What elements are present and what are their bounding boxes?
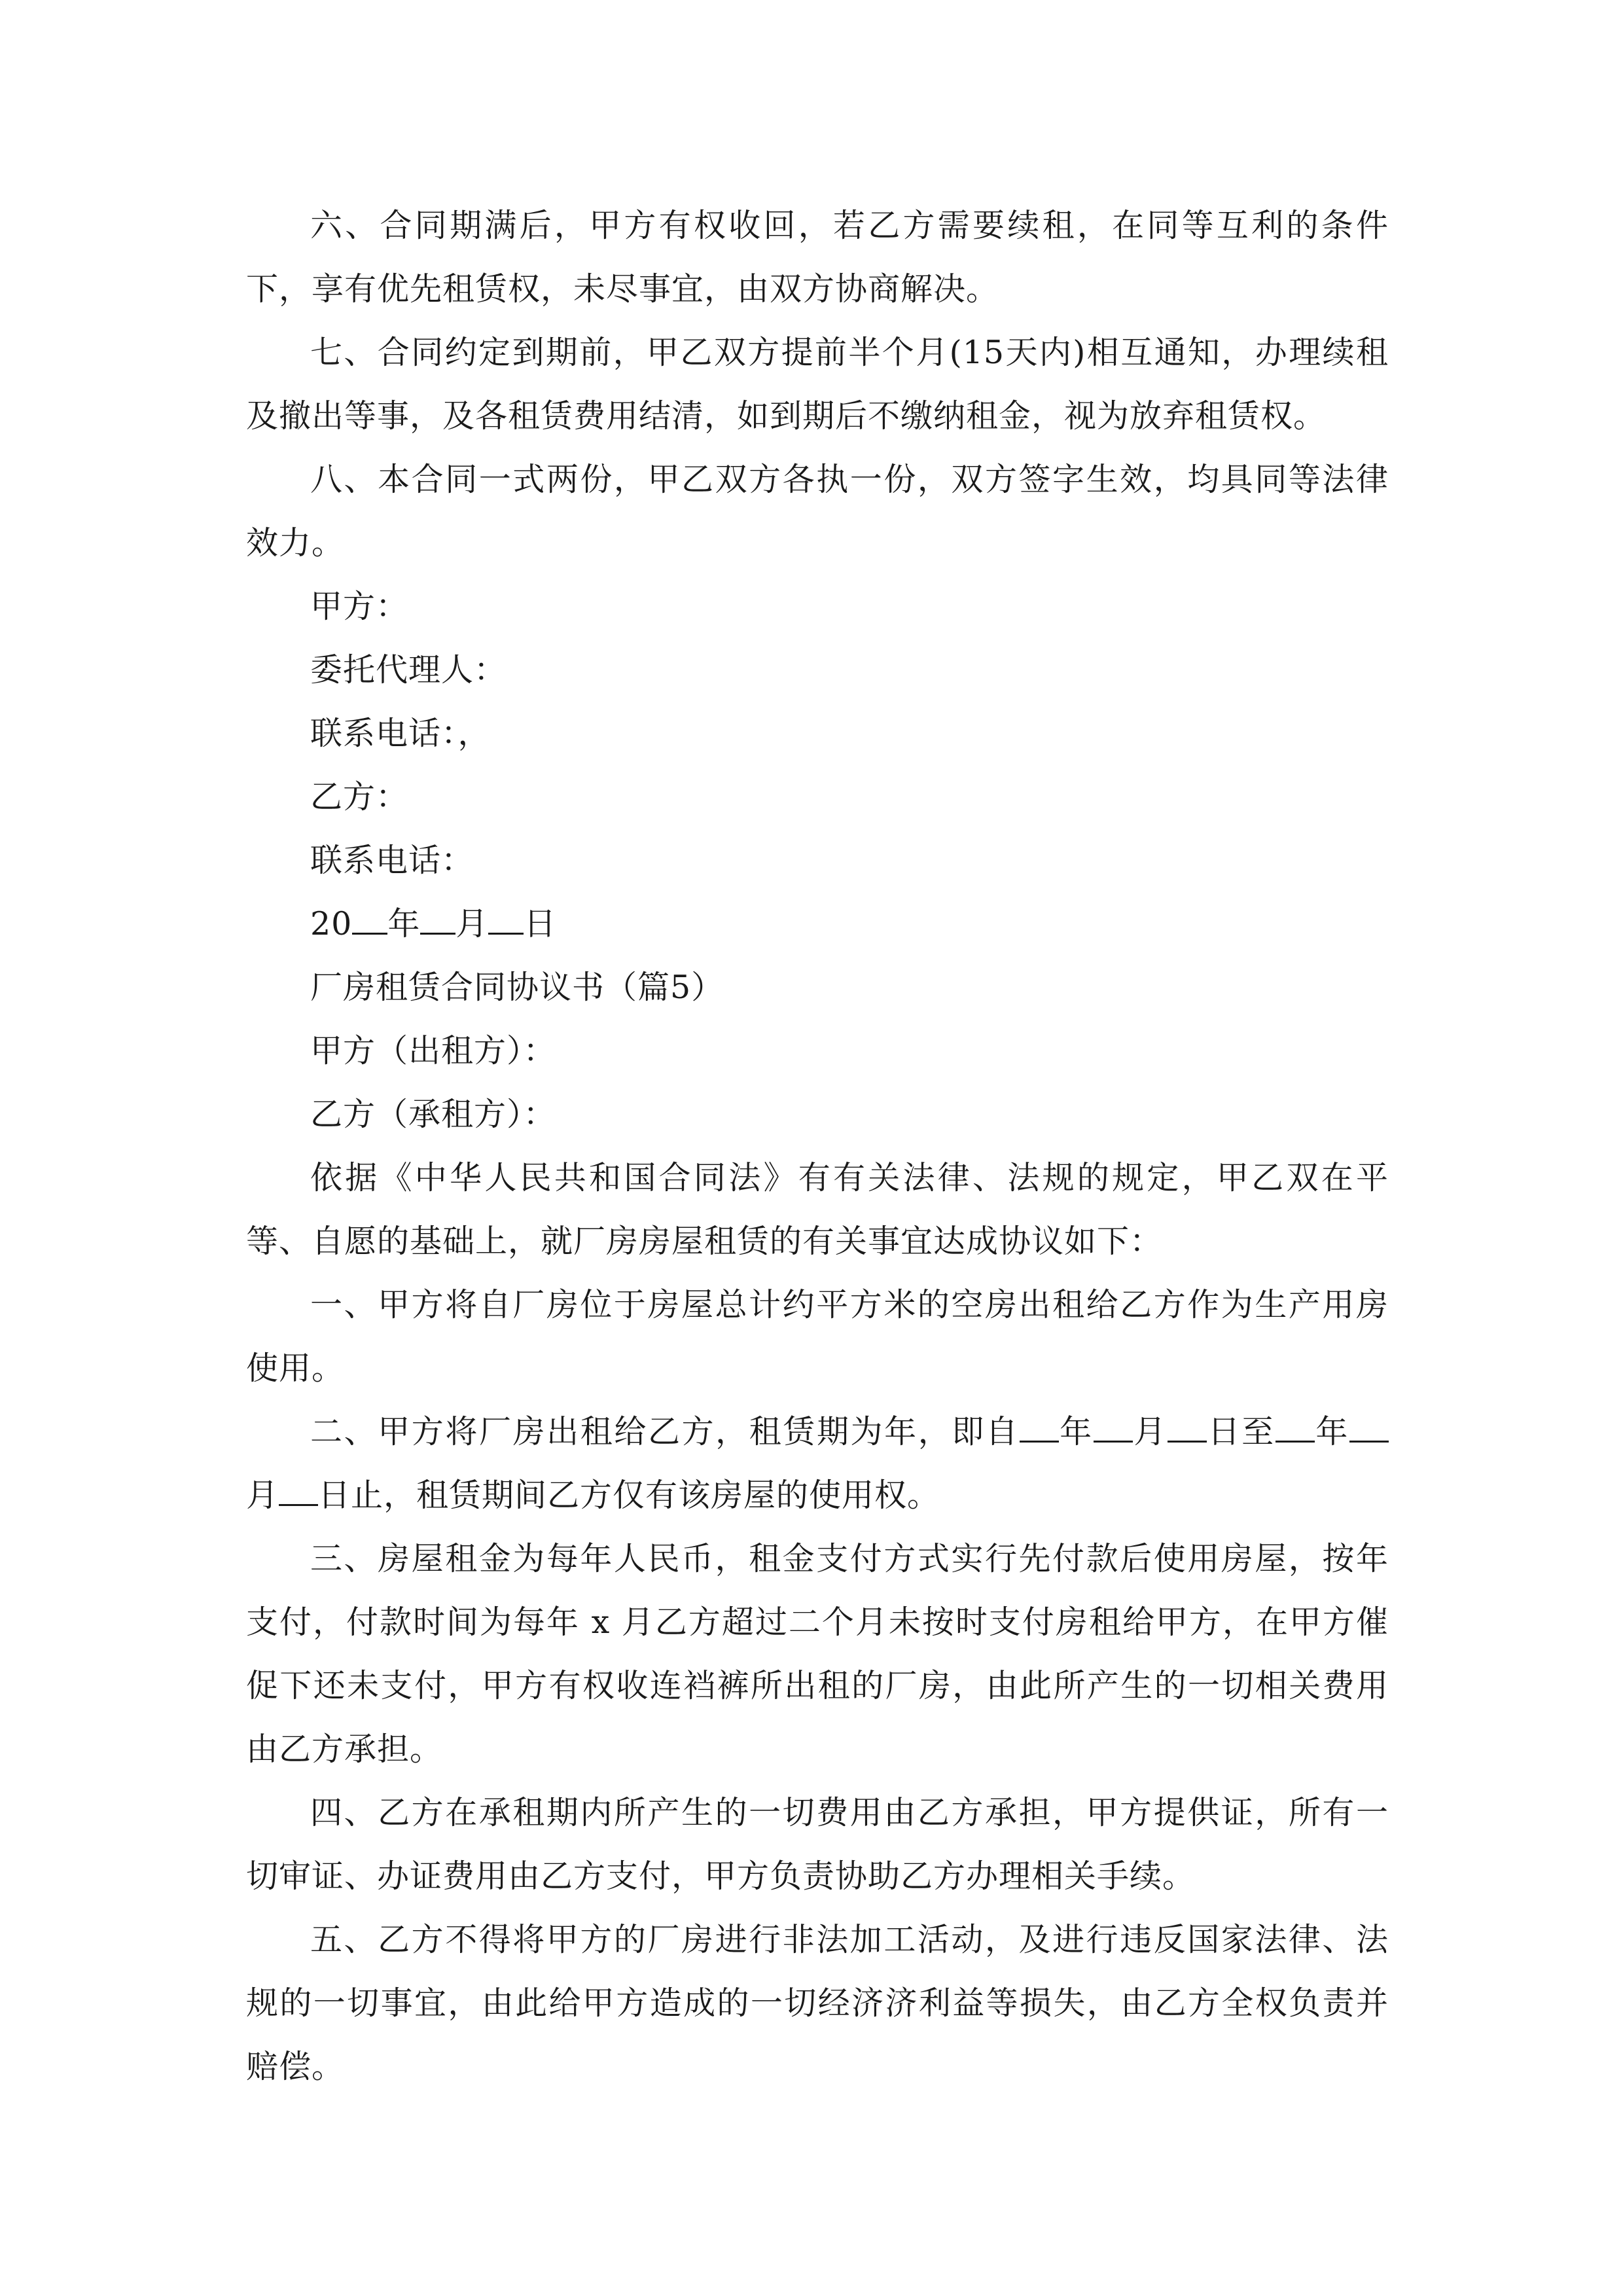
date-year-label: 年	[387, 905, 421, 942]
clause2-blank-2	[1094, 1414, 1133, 1443]
paragraph-intro: 依据《中华人民共和国合同法》有有关法律、法规的规定，甲乙双在平等、自愿的基础上，就厂房房屋租赁的有关事宜达成协议如下：	[246, 1159, 1389, 1260]
paragraph-clause-8: 八、本合同一式两份，甲乙双方各执一份，双方签字生效，均具同等法律效力。	[246, 461, 1389, 562]
clause2-blank-1	[1020, 1414, 1059, 1443]
clause2-text-part1: 二、甲方将厂房出租给乙方，租赁期为年，即自	[310, 1413, 1020, 1450]
clause2-month-1: 月	[1132, 1413, 1168, 1450]
signature-party-b: 乙方：	[310, 778, 409, 816]
paragraph-clause-1: 一、甲方将自厂房位于房屋总计约平方米的空房出租给乙方作为生产用房使用。	[246, 1286, 1389, 1387]
clause2-blank-4	[1275, 1414, 1315, 1443]
signature-agent: 委托代理人：	[310, 651, 507, 689]
clause2-text-end: 日止，租赁期间乙方仅有该房屋的使用权。	[318, 1477, 940, 1514]
date-day-blank	[488, 906, 524, 935]
signature-phone-b: 联系电话：	[310, 842, 474, 879]
signature-party-a: 甲方：	[310, 588, 409, 625]
date-day-label: 日	[524, 905, 557, 942]
signature-phone-a: 联系电话：，	[310, 715, 491, 752]
signature-date	[246, 892, 1389, 956]
paragraph-clause-5: 五、乙方不得将甲方的厂房进行非法加工活动，及进行违反国家法律、法规的一切事宜，由此给甲方造成的一切经济济利益等损失，由乙方全权负责并赔偿。	[246, 1921, 1389, 2085]
section-title: 厂房租赁合同协议书（篇5）	[310, 969, 724, 1006]
paragraph-clause-3: 三、房屋租金为每年人民币，租金支付方式实行先付款后使用房屋，按年支付，付款时间为每年 x 月乙方超过二个月未按时支付房租给甲方，在甲方催促下还未支付，甲方有权收连裆裤所出租的厂房，由此所产生的一切相关费用由乙方承担。	[246, 1540, 1389, 1768]
document-body	[246, 194, 1389, 2098]
clause2-year-1: 年	[1058, 1413, 1094, 1450]
clause2-day-1: 日至	[1206, 1413, 1275, 1450]
date-year-blank	[352, 906, 387, 935]
clause2-blank-3	[1168, 1414, 1207, 1443]
paragraph-clause-6: 六、合同期满后，甲方有权收回，若乙方需要续租，在同等互利的条件下，享有优先租赁权，未尽事宜，由双方协商解决。	[246, 207, 1389, 308]
date-month-blank	[420, 906, 455, 935]
lessee-label: 乙方（承租方）：	[310, 1096, 556, 1133]
paragraph-clause-2	[246, 1400, 1389, 1527]
clause2-blank-5	[1349, 1414, 1389, 1443]
date-month-label: 月	[455, 905, 489, 942]
paragraph-clause-7: 七、合同约定到期前，甲乙双方提前半个月(15天内)相互通知，办理续租及撤出等事，及各租赁费用结清，如到期后不缴纳租金，视为放弃租赁权。	[246, 334, 1389, 435]
clause2-year-2: 年	[1314, 1413, 1349, 1450]
date-prefix: 20	[310, 905, 353, 942]
clause2-blank-6	[279, 1478, 318, 1506]
clause2-month-2: 月	[246, 1477, 279, 1514]
lessor-label: 甲方（出租方）：	[310, 1032, 556, 1069]
paragraph-clause-4: 四、乙方在承租期内所产生的一切费用由乙方承担，甲方提供证，所有一切审证、办证费用由乙方支付，甲方负责协助乙方办理相关手续。	[246, 1794, 1389, 1895]
